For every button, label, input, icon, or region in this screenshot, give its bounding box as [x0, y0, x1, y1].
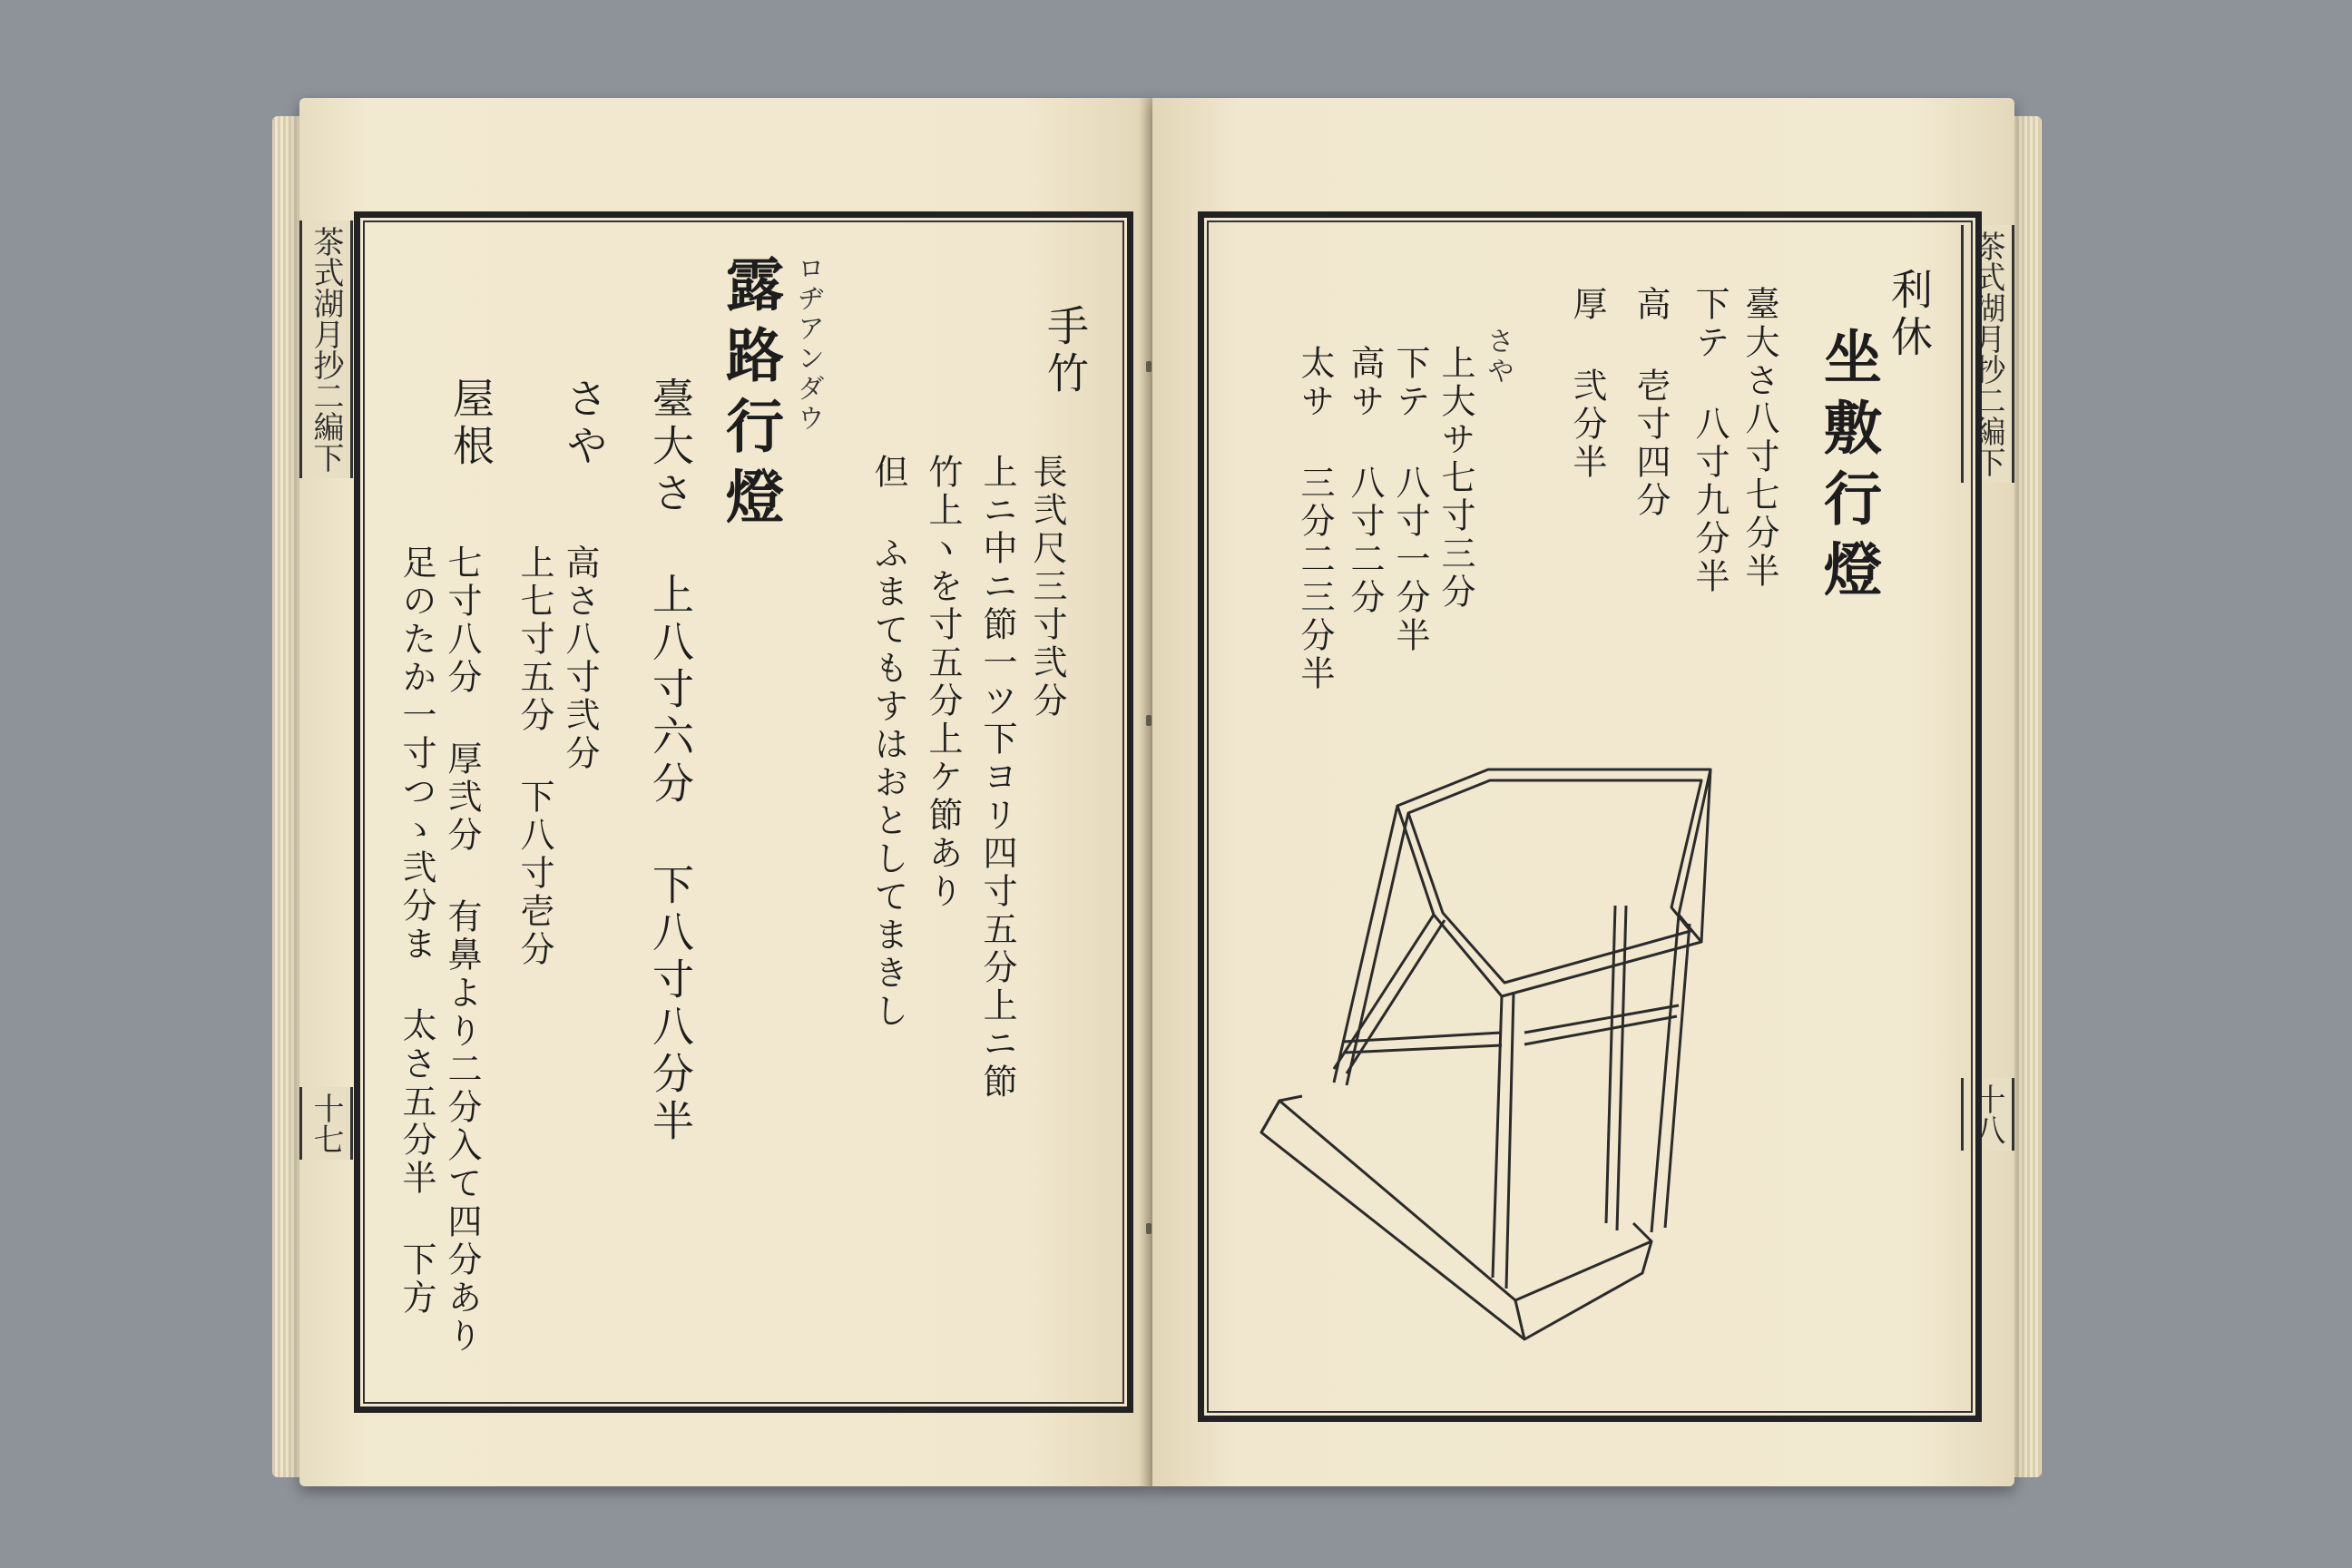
text-column: 上七寸五分 下八寸壱分: [514, 544, 554, 969]
text-column: 臺大さ 上八寸六分 下八寸八分半: [646, 377, 695, 1146]
heading: 坐敷行燈: [1814, 327, 1882, 610]
binding-stitch: [1146, 715, 1152, 726]
right-margin-title: 茶式湖月抄二編下: [1961, 225, 2014, 483]
text-column: 上ニ中ニ節一ツ下ヨリ四寸五分上ニ節: [977, 454, 1017, 1102]
text-column: 下テ 八寸九分半: [1690, 286, 1730, 596]
text-column: 手竹: [1041, 304, 1090, 398]
text-column: 臺大さ八寸七分半: [1740, 286, 1779, 591]
text-column: 高サ 八寸二分: [1345, 345, 1385, 617]
text-column: さや: [560, 377, 609, 471]
text-column: 屋根: [446, 377, 495, 471]
open-book: [272, 98, 2042, 1509]
binding-stitch: [1146, 361, 1152, 372]
text-column: 高 壱寸四分: [1631, 286, 1671, 520]
lantern-frame-illustration: [1252, 642, 1724, 1350]
text-column: 竹上ヽを寸五分上ケ節あり: [923, 454, 963, 911]
text-column: 下テ 八寸一分半: [1390, 345, 1430, 655]
left-page: [299, 98, 1152, 1486]
text-column: 上大サ七寸三分: [1436, 345, 1475, 612]
right-folio: 十八: [1961, 1078, 2014, 1151]
text-column: 厚 弐分半: [1567, 286, 1607, 482]
text-column: 長弐尺三寸弐分: [1027, 454, 1067, 720]
heading: 露路行燈: [716, 254, 784, 537]
text-column: さや: [1482, 327, 1514, 387]
attribution: 利休: [1885, 268, 1934, 362]
heading-ruby: ロヂアンダウ: [792, 254, 824, 434]
text-column: 足のたか一寸つゝ弐分ま 太さ五分半 下方: [397, 544, 436, 1318]
left-folio: 十七: [299, 1087, 353, 1160]
text-column: 太サ 三分二三分半: [1295, 345, 1335, 693]
text-column: 但 ふまてもすはおとしてまきし: [868, 454, 908, 1031]
binding-stitch: [1146, 1223, 1152, 1234]
text-column: 高さ八寸弐分: [560, 544, 600, 773]
text-column: 七寸八分 厚弐分 有鼻より二分入て四分あり: [442, 544, 482, 1356]
left-margin-title: 茶式湖月抄二編下: [299, 220, 353, 478]
left-text-frame: [354, 211, 1133, 1413]
